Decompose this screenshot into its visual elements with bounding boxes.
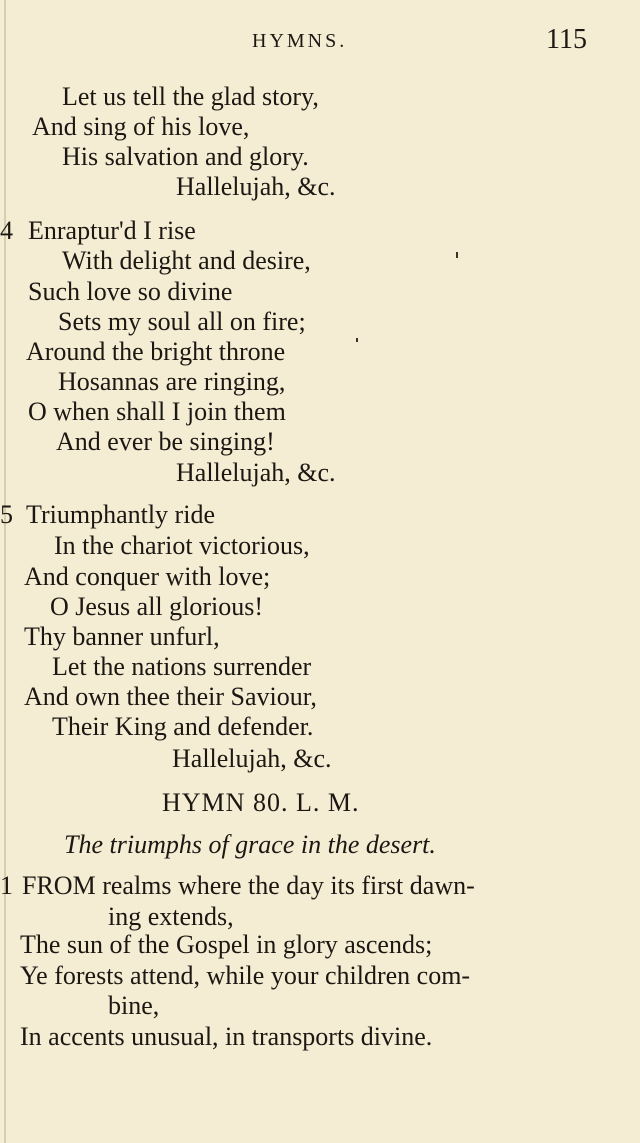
verse-line: ing extends, [108,902,234,931]
page-header [0,22,640,62]
hymn-subtitle: The triumphs of grace in the desert. [64,830,436,859]
ink-speck [456,252,458,258]
stanza-number: 4 [0,216,13,245]
refrain-line: Hallelujah, &c. [176,172,336,201]
verse-line: And conquer with love; [24,562,271,591]
verse-line: Sets my soul all on fire; [58,307,306,336]
verse-line: Let us tell the glad story, [62,82,319,111]
refrain-line: Hallelujah, &c. [172,744,332,773]
running-title: HYMNS. [252,30,348,52]
verse-line: And own thee their Saviour, [24,682,317,711]
verse-line [22,871,475,901]
page-number: 115 [546,24,587,55]
verse-line: And ever be singing! [56,427,275,456]
ink-speck [356,338,358,342]
verse-line: Triumphantly ride [26,500,215,529]
verse-line: Hosannas are ringing, [58,367,286,396]
verse-line: Thy banner unfurl, [24,622,220,651]
stanza-number: 5 [0,500,13,529]
verse-line: Enraptur'd I rise [28,216,196,245]
verse-line: O Jesus all glorious! [50,592,264,621]
verse-line: O when shall I join them [28,397,286,426]
first-word: FROM [22,871,96,900]
verse-line: In the chariot victorious, [54,531,310,560]
verse-line: The sun of the Gospel in glory ascends; [20,930,433,959]
verse-line: In accents unusual, in transports divine. [20,1022,433,1051]
verse-line: With delight and desire, [62,246,311,275]
verse-line: Their King and defender. [52,712,314,741]
page-edge [4,0,6,1143]
hymn-title: HYMN 80. L. M. [162,788,360,817]
stanza-number: 1 [0,871,13,900]
verse-line-text: realms where the day its first dawn- [102,871,475,900]
verse-line: Let the nations surrender [52,652,312,681]
verse-line: Around the bright throne [26,337,286,366]
verse-line: And sing of his love, [32,112,250,141]
verse-line: His salvation and glory. [62,142,309,171]
verse-line: bine, [108,991,160,1020]
verse-line: Ye forests attend, while your children com- [20,961,471,990]
refrain-line: Hallelujah, &c. [176,458,336,487]
verse-line: Such love so divine [28,277,233,306]
